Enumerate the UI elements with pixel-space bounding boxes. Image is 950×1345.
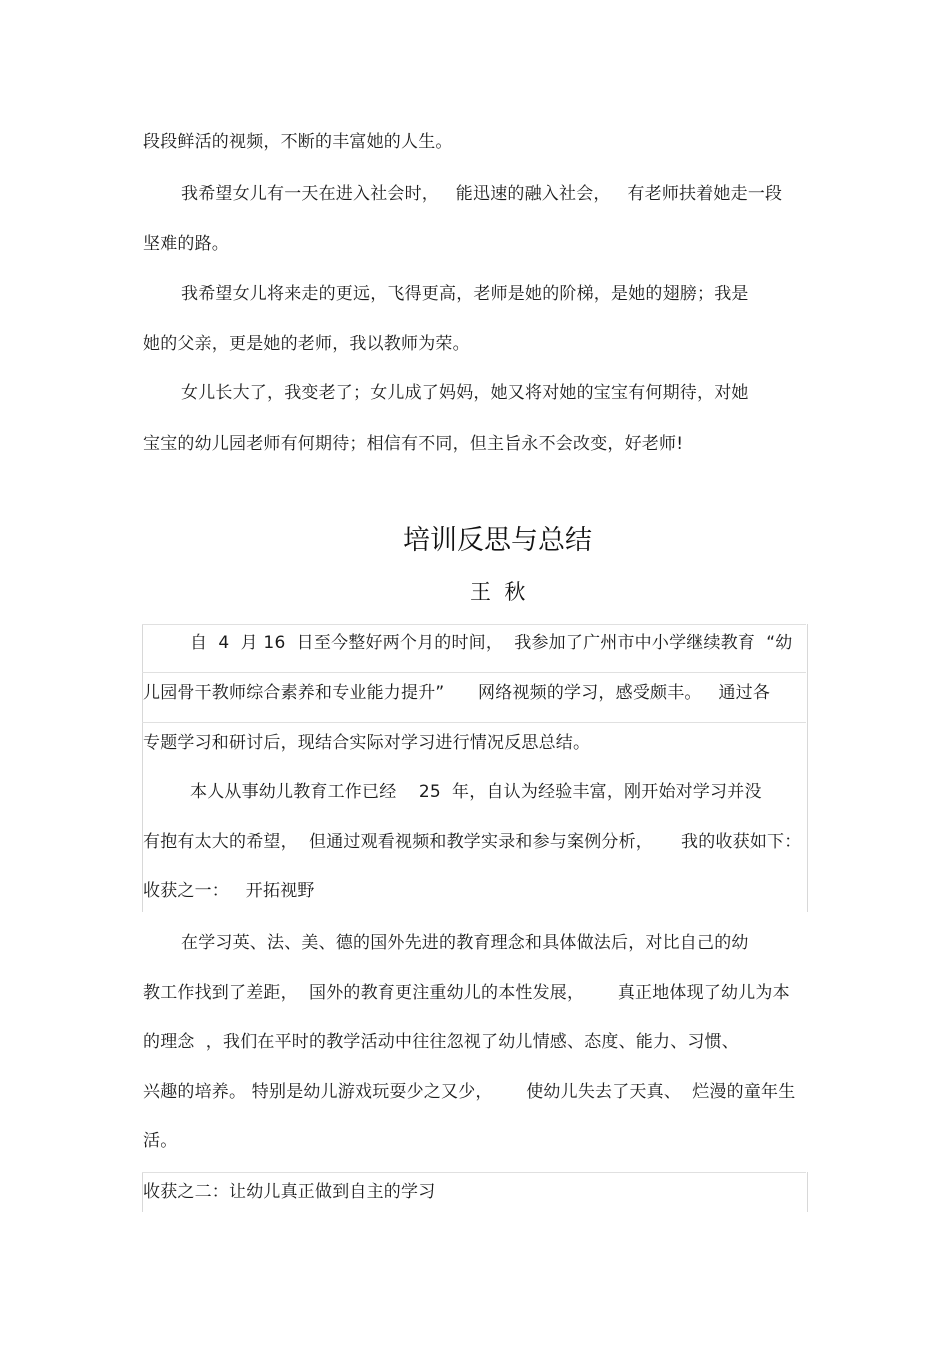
paragraph-line: 专题学习和研讨后，现结合实际对学习进行情况反思总结。 — [143, 733, 591, 753]
divider — [142, 672, 806, 673]
paragraph-line: 儿园骨干教师综合素养和专业能力提升” 网络视频的学习，感受颇丰。 通过各 — [143, 683, 771, 703]
paragraph-line: 在学习英、法、美、德的国外先进的教育理念和具体做法后，对比自己的幼 — [181, 933, 749, 953]
paragraph-line: 本人从事幼儿教育工作已经 25 年，自认为经验丰富，刚开始对学习并没 — [190, 782, 762, 802]
paragraph-line: 我希望女儿有一天在进入社会时， 能迅速的融入社会， 有老师扶着她走一段 — [181, 184, 783, 204]
divider — [142, 1172, 806, 1173]
paragraph-line: 自 4 月 16 日至今整好两个月的时间， 我参加了广州市中小学继续教育 “幼 — [190, 633, 793, 653]
divider — [142, 722, 806, 723]
section-heading: 收获之二：让幼儿真正做到自主的学习 — [143, 1182, 436, 1202]
paragraph-line: 宝宝的幼儿园老师有何期待；相信有不同，但主旨永不会改变，好老师! — [143, 434, 684, 454]
paragraph-line: 她的父亲，更是她的老师，我以教师为荣。 — [143, 334, 470, 354]
paragraph-line: 教工作找到了差距， 国外的教育更注重幼儿的本性发展， 真正地体现了幼儿为本 — [143, 983, 790, 1003]
paragraph-line: 我希望女儿将来走的更远，飞得更高，老师是她的阶梯，是她的翅膀；我是 — [181, 284, 749, 304]
article-author: 王 秋 — [470, 580, 526, 604]
paragraph-line: 段段鲜活的视频，不断的丰富她的人生。 — [143, 132, 453, 152]
paragraph-line: 兴趣的培养。 特别是幼儿游戏玩耍少之又少， 使幼儿失去了天真、 烂漫的童年生 — [143, 1082, 796, 1102]
paragraph-line: 坚难的路。 — [143, 234, 229, 254]
paragraph-line: 活。 — [143, 1131, 178, 1151]
section-heading: 收获之一： 开拓视野 — [143, 881, 315, 901]
bordered-block — [142, 624, 808, 912]
paragraph-line: 的理念 ，我们在平时的教学活动中往往忽视了幼儿情感、态度、能力、习惯、 — [143, 1032, 740, 1052]
paragraph-line: 有抱有太大的希望， 但通过观看视频和教学实录和参与案例分析， 我的收获如下： — [143, 832, 802, 852]
paragraph-line: 女儿长大了，我变老了；女儿成了妈妈，她又将对她的宝宝有何期待，对她 — [181, 383, 749, 403]
article-title: 培训反思与总结 — [403, 525, 592, 556]
divider — [142, 624, 806, 625]
